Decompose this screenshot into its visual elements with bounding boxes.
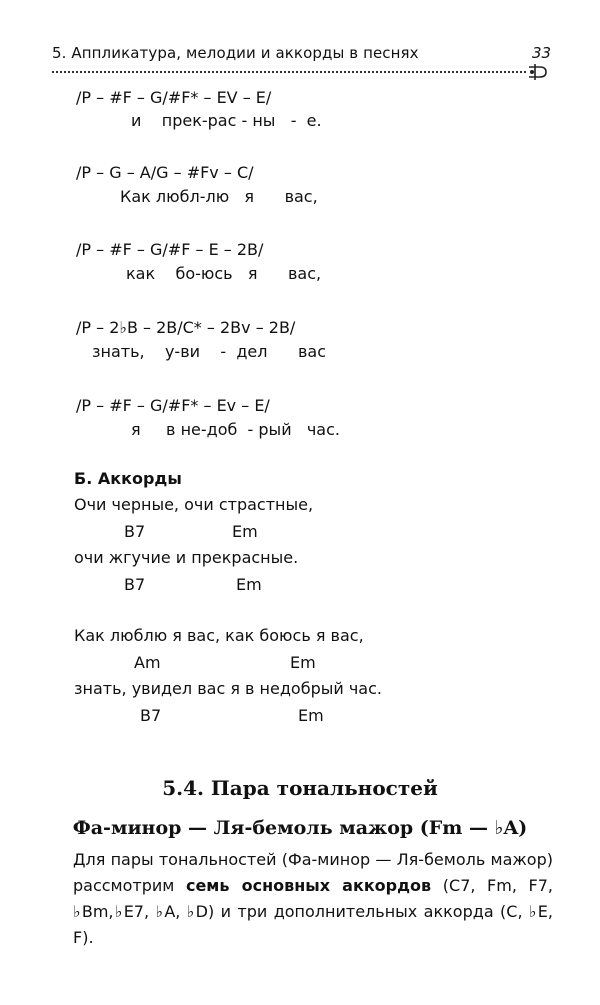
melody-lyrics-line: Как любл-лю я вас, <box>120 187 318 206</box>
chord-label: Em <box>236 575 262 594</box>
melody-notes-line: /P – 2♭B – 2B/C* – 2Bv – 2B/ <box>76 318 296 337</box>
page-number: 33 <box>532 44 552 62</box>
song-lyric-line: очи жгучие и прекрасные. <box>74 548 299 567</box>
chords-heading: Б. Аккорды <box>74 469 182 488</box>
header-dotted-rule <box>52 71 526 73</box>
paragraph-rest-text: (C7, Fm, F7, ♭Bm,♭E7, ♭A, ♭D) и три дополнительных аккорда (C, ♭E, F). <box>73 876 553 947</box>
key-pair-subheading: Фа-минор — Ля-бемоль мажор (Fm — ♭A) <box>72 817 528 839</box>
melody-notes-line: /P – #F – G/#F* – Ev – E/ <box>76 396 270 415</box>
chord-label: B7 <box>140 706 162 725</box>
chord-label: Am <box>134 653 161 672</box>
chord-label: Em <box>290 653 316 672</box>
paragraph-bold-text: семь основных аккордов <box>185 876 432 895</box>
treble-clef-ornament-icon <box>526 61 548 83</box>
melody-notes-line: /P – G – A/G – #Fv – C/ <box>76 163 254 182</box>
melody-lyrics-line: как бо-юсь я вас, <box>126 264 322 283</box>
song-lyric-line: Очи черные, очи страстные, <box>74 495 314 514</box>
body-paragraph <box>73 847 553 951</box>
chord-label: Em <box>298 706 324 725</box>
melody-lyrics-line: знать, у-ви - дел вас <box>92 342 326 361</box>
melody-notes-line: /P – #F – G/#F – E – 2B/ <box>76 240 264 259</box>
melody-lyrics-line: и прек-рас - ны - е. <box>131 111 322 130</box>
paragraph-intro-text: Для пары тональностей (Фа-минор — Ля-бемоль мажор) рассмотрим <box>73 850 553 895</box>
song-lyric-line: Как люблю я вас, как боюсь я вас, <box>74 626 364 645</box>
chord-label: B7 <box>124 575 146 594</box>
chord-label: Em <box>232 522 258 541</box>
melody-notes-line: /P – #F – G/#F* – EV – E/ <box>76 88 272 107</box>
running-header-title: 5. Аппликатура, мелодии и аккорды в песнях <box>52 44 419 62</box>
chord-label: B7 <box>124 522 146 541</box>
section-heading: 5.4. Пара тональностей <box>162 776 438 800</box>
melody-lyrics-line: я в не-доб - рый час. <box>131 420 340 439</box>
song-lyric-line: знать, увидел вас я в недобрый час. <box>74 679 382 698</box>
